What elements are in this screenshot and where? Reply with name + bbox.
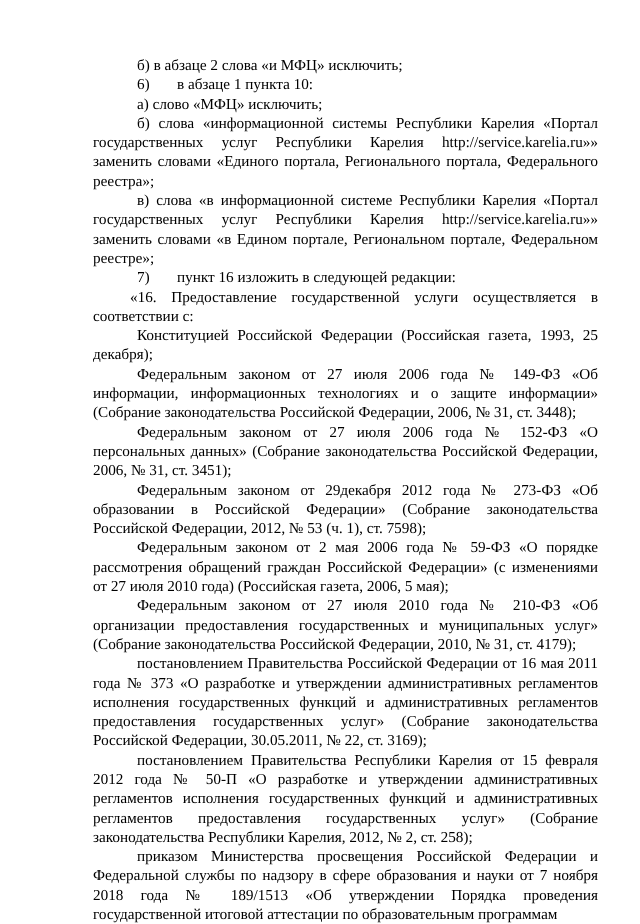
paragraph: Федеральным законом от 29декабря 2012 года № 273-ФЗ «Об образовании в Российской Федерации» (Собрание законодательства Российской Федерации, 2012, № 53 (ч. 1), ст. 7598); xyxy=(93,481,598,538)
paragraph: б) слова «информационной системы Республики Карелия «Портал государственных услуг Республики Карелия http://service.karelia.ru»» заменить словами «Единого портала, Регионального портала, Федерального реестра»; xyxy=(93,114,598,190)
paragraph: Федеральным законом от 27 июля 2006 года № 152-ФЗ «О персональных данных» (Собрание законодательства Российской Федерации, 2006, № 31, ст. 3451); xyxy=(93,423,598,480)
paragraph: в) слова «в информационной системе Республики Карелия «Портал государственных услуг Республики Карелия http://service.karelia.ru»» заменить словами «в Едином портале, Региональном портале, Федеральном реестре»; xyxy=(93,192,598,267)
paragraph: Федеральным законом от 27 июля 2010 года № 210-ФЗ «Об организации предоставления государственных и муниципальных услуг» (Собрание законодательства Российской Федерации, 2010, № 31, ст. 4179); xyxy=(93,597,598,653)
paragraph: Федеральным законом от 2 мая 2006 года № 59-ФЗ «О порядке рассмотрения обращений граждан Российской Федерации» (с изменениями от 27 июля 2010 года) (Российская газета, 2006, 5 мая); xyxy=(93,539,598,596)
item-text: в абзаце 1 пункта 10: xyxy=(177,76,314,94)
paragraph: приказом Министерства просвещения Российской Федерации и Федеральной службы по надзору в сфере образования и науки от 7 ноября 2018 года № 189/1513 «Об утверждении Порядка проведения государственной итоговой аттестации по образовательным программам xyxy=(93,848,598,924)
numbered-item xyxy=(93,268,598,287)
paragraph: постановлением Правительства Российской Федерации от 16 мая 2011 года № 373 «О разработке и утверждении административных регламентов исполнения государственных функций и административных регламентов предоставления государственных услуг» (Собрание законодательства Российской Федерации, 30.05.2011, № 22, ст. 3169); xyxy=(93,655,598,750)
paragraph: Федеральным законом от 27 июля 2006 года № 149-ФЗ «Об информации, информационных технологиях и о защите информации» (Собрание законодательства Российской Федерации, 2006, № 31, ст. 3448); xyxy=(93,365,598,422)
paragraph: б) в абзаце 2 слова «и МФЦ» исключить; xyxy=(137,57,403,74)
item-text: пункт 16 изложить в следующей редакции: xyxy=(177,269,456,287)
paragraph: а) слово «МФЦ» исключить; xyxy=(137,95,323,113)
paragraph: постановлением Правительства Республики Карелия от 15 февраля 2012 года № 50-П «О разработке и утверждении административных регламентов исполнения государственных функций и административных регламентов предоставления государственных услуг» (Собрание законодательства Республики Карелия, 2012, № 2, ст. 258); xyxy=(93,751,598,846)
item-number: 7) xyxy=(137,269,150,287)
paragraph: «16. Предоставление государственной услуги осуществляется в соответствии с: xyxy=(93,288,598,325)
item-number: 6) xyxy=(137,76,150,94)
document-body xyxy=(93,56,598,924)
paragraph: Конституцией Российской Федерации (Российская газета, 1993, 25 декабря); xyxy=(93,327,598,364)
numbered-item xyxy=(93,75,598,94)
